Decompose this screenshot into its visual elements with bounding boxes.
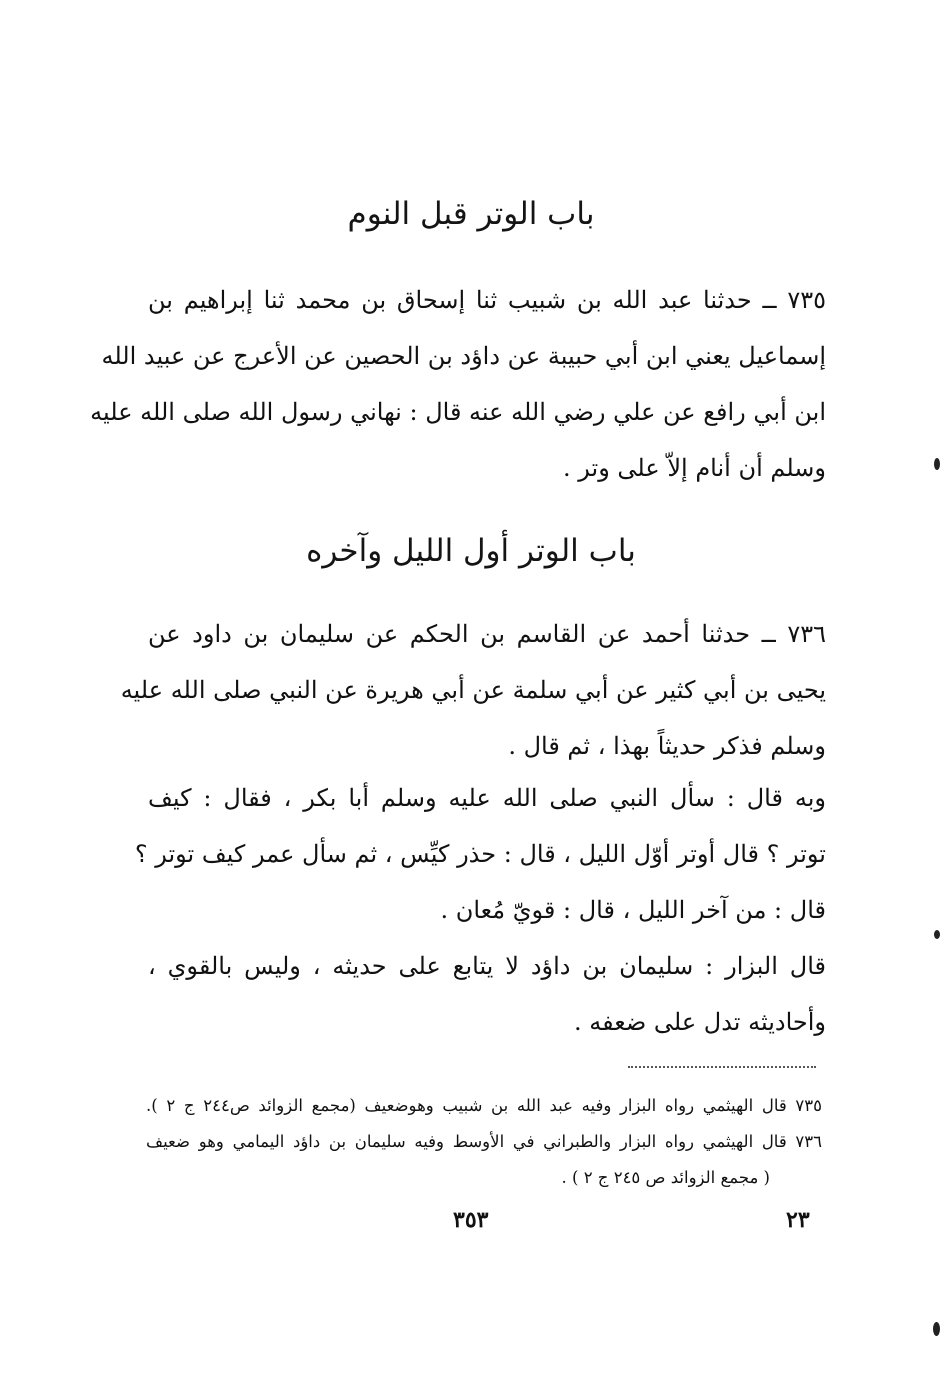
paragraph-line: وبه قال : سأل النبي صلى الله عليه وسلم أبا بكر ، فقال : كيف xyxy=(148,784,826,812)
narration-paragraph xyxy=(134,770,826,938)
paragraph-line: قال : من آخر الليل ، قال : قويّ مُعان . xyxy=(440,896,826,924)
section-heading-witr-before-sleep: باب الوتر قبل النوم xyxy=(347,196,595,232)
hadith-736-paragraph xyxy=(120,606,826,774)
paragraph-line: ٧٣٦ ــ حدثنا أحمد عن القاسم بن الحكم عن سليمان بن داود عن xyxy=(148,620,826,648)
paragraph-line: إسماعيل يعني ابن أبي حبيبة عن داؤد بن الحصين عن الأعرج عن عبيد الله xyxy=(101,342,826,370)
bazzar-comment-paragraph xyxy=(148,938,826,1050)
footnotes xyxy=(146,1088,822,1196)
page-number: ٣٥٣ xyxy=(453,1207,489,1233)
section-heading-witr-first-last-night: باب الوتر أول الليل وآخره xyxy=(306,533,636,569)
paragraph-line: ابن أبي رافع عن علي رضي الله عنه قال : نهاني رسول الله صلى الله عليه xyxy=(90,398,826,426)
footnote-divider xyxy=(628,1066,816,1068)
footnote-736-continued: ( مجمع الزوائد ص ٢٤٥ ج ٢ ) . xyxy=(561,1168,770,1187)
paragraph-line: توتر ؟ قال أوتر أوّل الليل ، قال : حذر كيِّس ، ثم سأل عمر كيف توتر ؟ xyxy=(134,840,826,868)
paragraph-line: قال البزار : سليمان بن داؤد لا يتابع على حديثه ، وليس بالقوي ، xyxy=(148,952,826,980)
paragraph-line: يحيى بن أبي كثير عن أبي سلمة عن أبي هريرة عن النبي صلى الله عليه xyxy=(120,676,826,704)
paragraph-line: وسلم فذكر حديثاً بهذا ، ثم قال . xyxy=(508,732,826,760)
paragraph-line: ٧٣٥ ــ حدثنا عبد الله بن شبيب ثنا إسحاق بن محمد ثنا إبراهيم بن xyxy=(148,286,826,314)
hadith-735-paragraph xyxy=(90,272,826,496)
scan-speck xyxy=(934,458,940,470)
footnote-736: ٧٣٦ قال الهيثمي رواه البزار والطبراني في الأوسط وفيه سليمان بن داؤد اليمامي وهو ضعيف xyxy=(146,1132,822,1151)
scan-speck xyxy=(934,930,940,939)
signature-number: ٢٣ xyxy=(786,1207,810,1233)
scan-speck xyxy=(933,1322,940,1336)
footnote-735: ٧٣٥ قال الهيثمي رواه البزار وفيه عبد الله بن شبيب وهوضعيف (مجمع الزوائد ص٢٤٤ ج ٢ ). xyxy=(146,1096,822,1115)
paragraph-line: وسلم أن أنام إلاّ على وتر . xyxy=(563,454,826,482)
paragraph-line: وأحاديثه تدل على ضعفه . xyxy=(574,1008,826,1036)
